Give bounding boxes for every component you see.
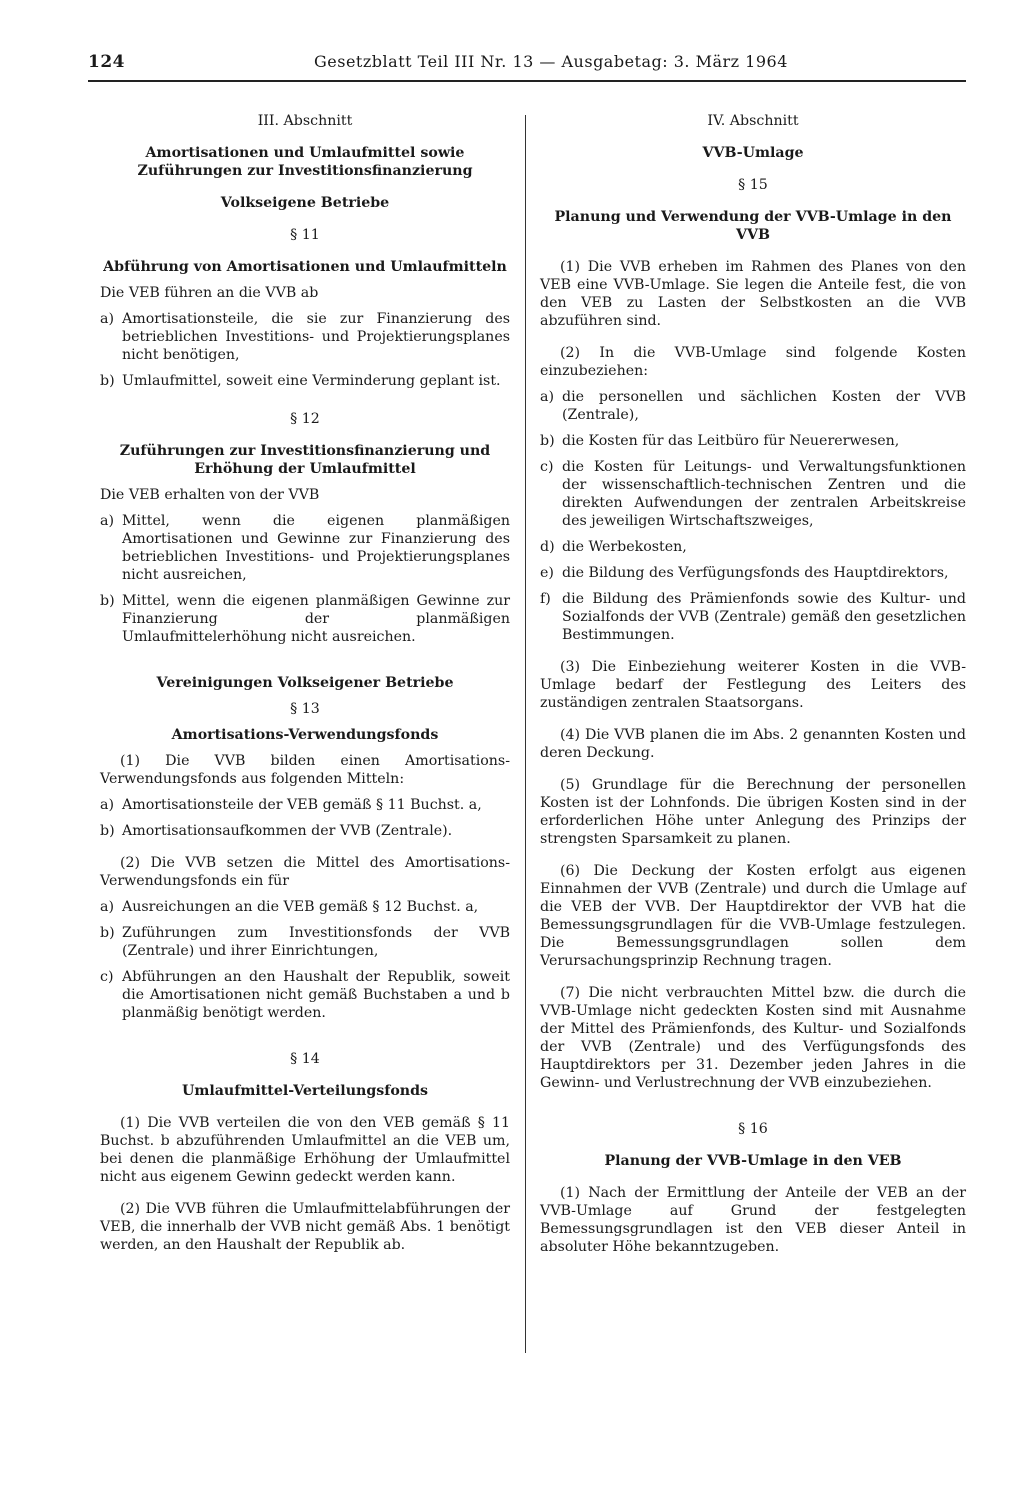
paragraph-text: (1) Die VVB erheben im Rahmen des Planes von den VEB eine VVB-Umlage. Sie legen die Anteile fest, die von den VEB zu Lasten der Selbstkosten an die VVB abzuführen sind. [540,259,966,329]
paragraph-title: Umlaufmittel-Verteilungsfonds [181,1083,429,1099]
paragraph-text: (5) Grundlage für die Berechnung der personellen Kosten ist der Lohnfonds. Die übrigen Kosten sind in der erforderlichen Höhe unter Anlegung des Prinzips der strengsten Sparsamkeit zu planen. [540,777,966,847]
list-item: f) die Bildung des Prämienfonds sowie des Kultur- und Sozialfonds der VVB (Zentrale) gemäß den gesetzlichen Bestimmungen. [540,591,966,643]
list-item: a) Mittel, wenn die eigenen planmäßigen Amortisationen und Gewinne zur Finanzierung des betrieblichen Investitions- und Projektierungsplanes nicht ausreichen, [100,513,510,583]
section-heading: VVB-Umlage [702,145,804,161]
list-item: b) die Kosten für das Leitbüro für Neuererwesen, [540,433,900,449]
paragraph-number: § 13 [290,701,320,717]
list-item: b) Mittel, wenn die eigenen planmäßigen Gewinne zur Finanzierung der planmäßigen Umlaufmittelerhöhung nicht ausreichen. [100,593,510,645]
paragraph-text: (1) Die VVB verteilen die von den VEB gemäß § 11 Buchst. b abzuführenden Umlaufmittel an die VEB um, bei denen die planmäßige Erhöhung der Umlaufmittel nicht aus eigenem Gewinn gedeckt werden kann. [100,1115,510,1185]
paragraph-intro: Die VEB erhalten von der VVB [100,487,320,503]
section-heading: Amortisationen und Umlaufmittel sowie Zuführungen zur Investitionsfinanzierung [137,145,473,179]
subsection-heading: Volkseigene Betriebe [220,195,390,211]
paragraph-title: Planung und Verwendung der VVB-Umlage in den VVB [554,209,952,243]
list-item: e) die Bildung des Verfügungsfonds des Hauptdirektors, [540,565,949,581]
paragraph-number: § 11 [290,227,320,243]
paragraph-text: (2) Die VVB setzen die Mittel des Amortisations-Verwendungsfonds ein für [100,855,510,889]
paragraph-title: Abführung von Amortisationen und Umlaufmitteln [103,259,507,275]
paragraph-title: Amortisations-Verwendungsfonds [171,727,439,743]
paragraph-number: § 14 [290,1051,320,1067]
paragraph-title: Zuführungen zur Investitionsfinanzierung und Erhöhung der Umlaufmittel [119,443,491,477]
paragraph-number: § 15 [738,177,768,193]
paragraph-number: § 12 [290,411,320,427]
page-number: 124 [88,52,125,72]
subsection-heading: Vereinigungen Volkseigener Betriebe [156,675,454,691]
list-item: c) die Kosten für Leitungs- und Verwaltungsfunktionen der wissenschaftlich-technischen Zentren und die direkten Aufwendungen der zentralen Arbeitskreise des jeweiligen Wirtschaftszweiges, [540,459,966,529]
list-item: b) Umlaufmittel, soweit eine Verminderung geplant ist. [100,373,501,389]
list-item: d) die Werbekosten, [540,539,687,555]
paragraph-intro: Die VEB führen an die VVB ab [100,285,319,301]
left-column [100,112,510,1254]
list-item: b) Zuführungen zum Investitionsfonds der VVB (Zentrale) und ihrer Einrichtungen, [100,925,510,959]
paragraph-text: (3) Die Einbeziehung weiterer Kosten in die VVB-Umlage bedarf der Festlegung des Leiters des zuständigen zentralen Staatsorgans. [540,659,966,711]
column-divider [525,115,526,1353]
page-header [88,52,966,82]
paragraph-text: (7) Die nicht verbrauchten Mittel bzw. die durch die VVB-Umlage nicht gedeckten Kosten sind mit Ausnahme der Mittel des Prämienfonds, des Kultur- und Sozialfonds der VVB (Zentrale) und des Verfügungsfonds des Hauptdirektors per 31. Dezember jeden Jahres in die Gewinn- und Verlustrechnung der VVB einzubeziehen. [540,985,966,1091]
paragraph-text: (2) In die VVB-Umlage sind folgende Kosten einzubeziehen: [540,345,966,379]
paragraph-number: § 16 [738,1121,768,1137]
list-item: a) Amortisationsteile der VEB gemäß § 11 Buchst. a, [100,797,482,813]
section-title: III. Abschnitt [257,113,353,129]
paragraph-text: (4) Die VVB planen die im Abs. 2 genannten Kosten und deren Deckung. [540,727,966,761]
paragraph-text: (1) Die VVB bilden einen Amortisations-Verwendungsfonds aus folgenden Mitteln: [100,753,510,787]
paragraph-title: Planung der VVB-Umlage in den VEB [604,1153,902,1169]
paragraph-text: (1) Nach der Ermittlung der Anteile der VEB an der VVB-Umlage auf Grund der festgelegten Bemessungsgrundlagen ist den VEB dieser Anteil in absoluter Höhe bekanntzugeben. [540,1185,966,1255]
list-item: a) Ausreichungen an die VEB gemäß § 12 Buchst. a, [100,899,479,915]
paragraph-text: (2) Die VVB führen die Umlaufmittelabführungen der VEB, die innerhalb der VVB nicht gemäß Abs. 1 benötigt werden, an den Haushalt der Republik ab. [100,1201,510,1253]
paragraph-text: (6) Die Deckung der Kosten erfolgt aus eigenen Einnahmen der VVB (Zentrale) und durch die Umlage auf die VEB der VVB. Der Hauptdirektor der VVB hat die Bemessungsgrundlagen für die VVB-Umlage festzulegen. Die Bemessungsgrundlagen sollen dem Verursachungsprinzip Rechnung tragen. [540,863,966,969]
section-title: IV. Abschnitt [707,113,799,129]
list-item: b) Amortisationsaufkommen der VVB (Zentrale). [100,823,453,839]
list-item: a) Amortisationsteile, die sie zur Finanzierung des betrieblichen Investitions- und Projektierungsplanes nicht benötigen, [100,311,510,363]
list-item: c) Abführungen an den Haushalt der Republik, soweit die Amortisationen nicht gemäß Buchstaben a und b planmäßig benötigt werden. [100,969,510,1021]
right-column [540,112,966,1256]
header-title: Gesetzblatt Teil III Nr. 13 — Ausgabetag: 3. März 1964 [314,52,788,71]
list-item: a) die personellen und sächlichen Kosten der VVB (Zentrale), [540,389,966,423]
